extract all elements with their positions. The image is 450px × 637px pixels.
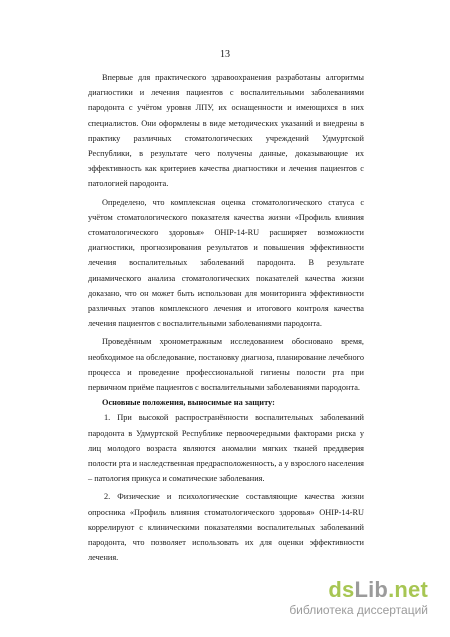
logo-lib: Lib	[354, 577, 389, 602]
dslib-watermark	[289, 578, 428, 617]
page-number: 13	[220, 49, 230, 60]
dslib-logo	[289, 578, 428, 602]
logo-dot: .	[388, 577, 395, 602]
defense-point-1: 1. При высокой распространённости воспалительных заболеваний пародонта в Удмуртской Республике первоочередными факторами риска у лиц молодого возраста являются аномалии мягких тканей преддверия полости рта и наследственная предрасположенность, а у взрослого населения – патология прикуса и соматические заболевания.	[88, 413, 364, 484]
document-body	[88, 70, 364, 566]
paragraph-algorithms: Впервые для практического здравоохранения разработаны алгоритмы диагностики и лечения пациентов с воспалительными заболеваниями пародонта с учётом уровня ЛПУ, их оснащенности и имеющихся в них специалистов. Они оформлены в виде методических указаний и внедрены в практику различных стоматологических учреждений Удмуртской Республики, в результате чего получены данные, доказывающие их эффективность как критериев качества диагностики и лечения пациентов с патологией пародонта.	[88, 73, 364, 189]
defense-point-2: 2. Физические и психологические составляющие качества жизни опросника «Профиль влияния стоматологического здоровья» OHIP-14-RU коррелируют с клиническими показателями воспалительных заболеваний пародонта, что позволяет использовать их для оценки эффективности лечения.	[88, 492, 364, 563]
section-heading: Основные положения, выносимые на защиту:	[102, 398, 275, 408]
paragraph-chronometry: Проведённым хронометражным исследованием обосновано время, необходимое на обследование, постановку диагноза, планирование лечебного процесса и проведение профессиональной гигиены полости рта при первичном приёме пациентов с воспалительными заболеваниями пародонта.	[88, 337, 364, 393]
watermark-subtitle: библиотека диссертаций	[289, 603, 428, 617]
logo-net: net	[394, 577, 428, 602]
logo-ds: ds	[328, 577, 355, 602]
paragraph-quality-of-life: Определено, что комплексная оценка стоматологического статуса с учётом стоматологического показателя качества жизни «Профиль влияния стоматологического здоровья» OHIP-14-RU расширяет возможности диагностики, прогнозирования результатов и повышения эффективности лечения воспалительных заболеваний пародонта. В результате динамического анализа стоматологических показателей качества жизни доказано, что он может быть использован для мониторинга эффективности различных этапов комплексного лечения и итогового контроля качества лечения пациентов с воспалительными заболеваниями пародонта.	[88, 197, 364, 329]
